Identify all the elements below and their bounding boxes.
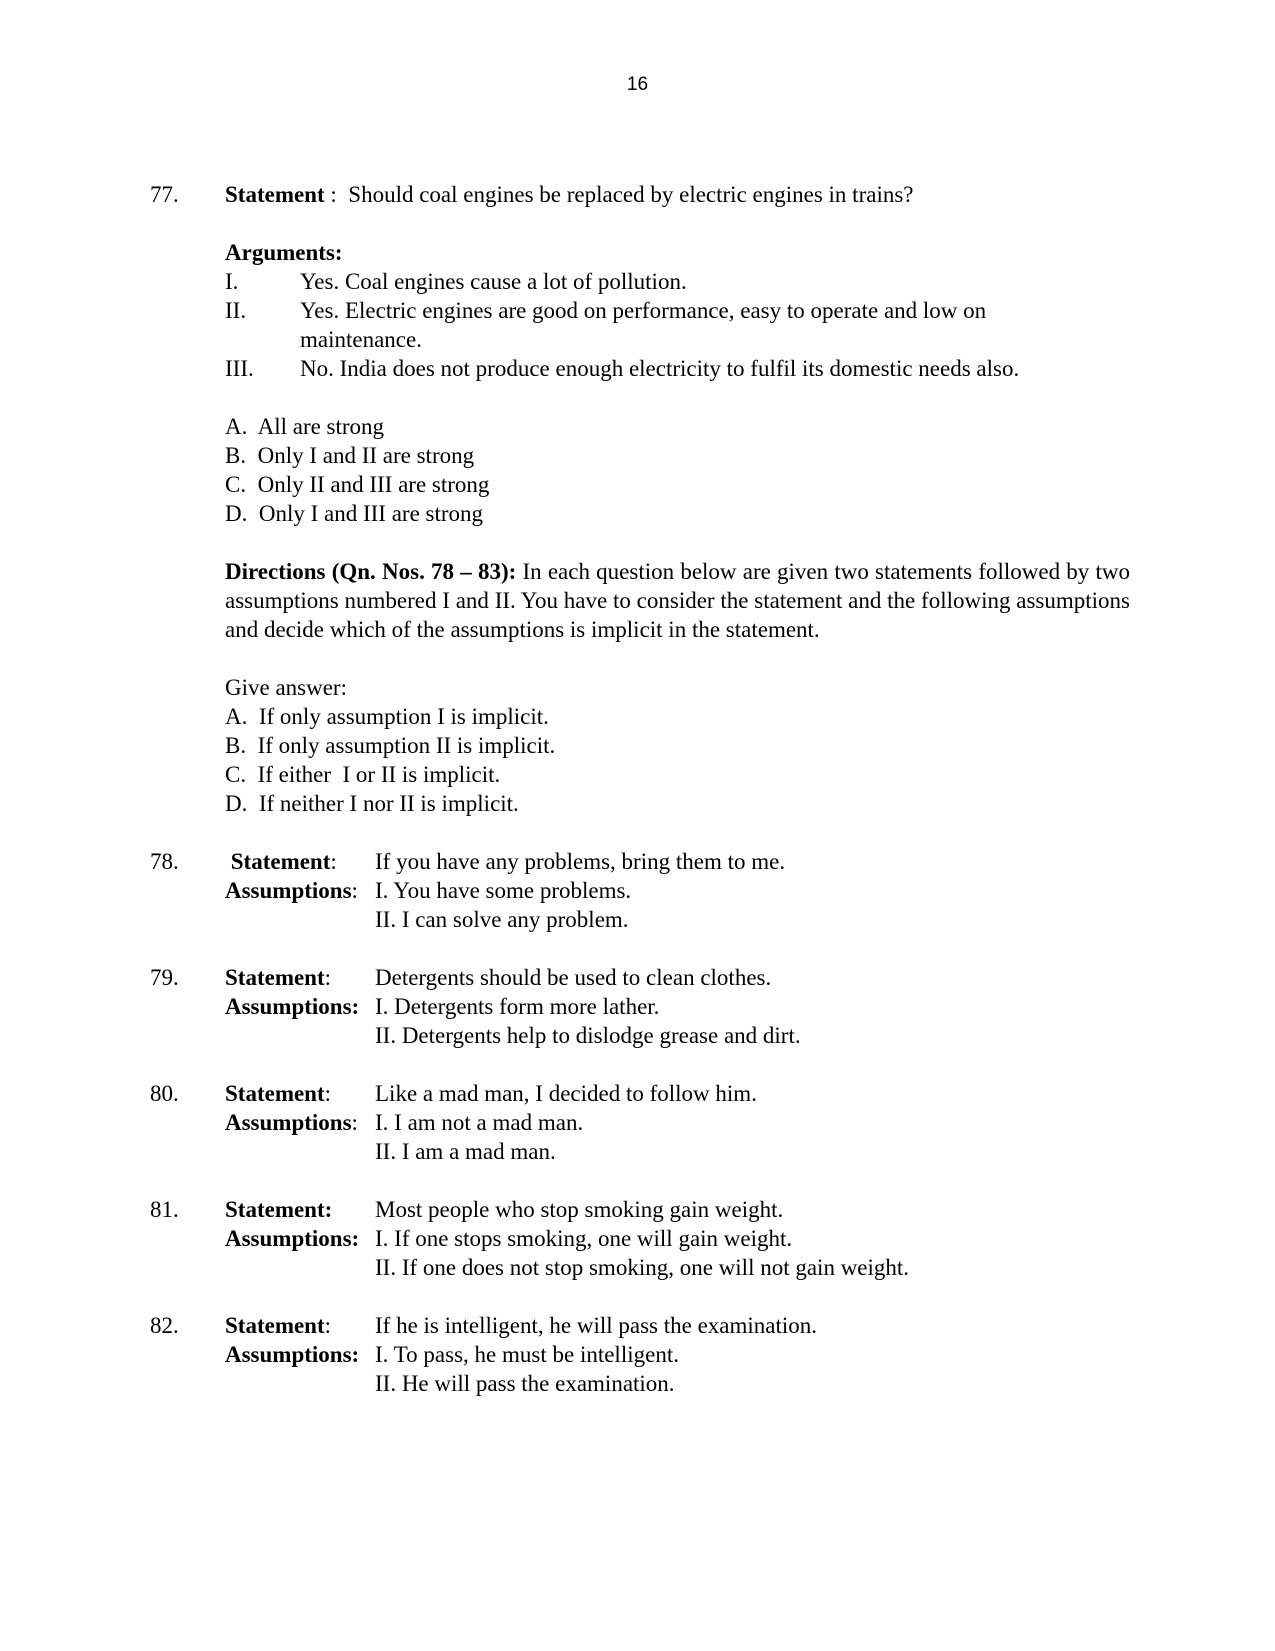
statement-label: Statement <box>225 965 325 990</box>
assumption-1: I. You have some problems. <box>375 878 632 903</box>
question-80 <box>150 1079 1130 1166</box>
argument-number: I. <box>225 269 239 294</box>
answer-key-option: D. If neither I nor II is implicit. <box>225 791 519 816</box>
statement-text: If you have any problems, bring them to me. <box>375 849 786 874</box>
answer-key-option: A. If only assumption I is implicit. <box>225 704 549 729</box>
argument-number: II. <box>225 298 247 323</box>
assumption-line <box>225 1253 1130 1282</box>
argument-item <box>225 296 1130 354</box>
assumptions-label: Assumptions: <box>225 1342 360 1367</box>
assumptions-label: Assumptions <box>225 1110 352 1135</box>
statement-line: Statement: If you have any problems, bring them to me. <box>225 847 1130 876</box>
answer-option: B. Only I and II are strong <box>225 443 475 468</box>
argument-number: III. <box>225 356 254 381</box>
assumption-line <box>225 1021 1130 1050</box>
statement-line <box>225 180 1130 209</box>
give-answer-label: Give answer: <box>225 675 347 700</box>
page-content <box>150 180 1130 1398</box>
arguments-list <box>225 267 1130 383</box>
assumption-2: II. If one does not stop smoking, one will not gain weight. <box>375 1255 910 1280</box>
assumption-2: II. I can solve any problem. <box>375 907 629 932</box>
question-78 <box>150 847 1130 934</box>
assumptions-label: Assumptions <box>225 878 352 903</box>
statement-text: : Should coal engines be replaced by electric engines in trains? <box>324 182 914 207</box>
statement-label: Statement <box>225 849 331 874</box>
argument-text: Yes. Coal engines cause a lot of pollution. <box>300 269 687 294</box>
assumptions-label: Assumptions: <box>225 994 360 1019</box>
assumption-line: Assumptions: I. You have some problems. <box>225 876 1130 905</box>
statement-label: Statement <box>225 1313 325 1338</box>
argument-text: Yes. Electric engines are good on performance, easy to operate and low on maintenance. <box>300 298 987 352</box>
argument-text: No. India does not produce enough electricity to fulfil its domestic needs also. <box>300 356 1020 381</box>
assumption-1: I. I am not a mad man. <box>375 1110 584 1135</box>
statement-text: Most people who stop smoking gain weight. <box>375 1197 784 1222</box>
question-81 <box>150 1195 1130 1282</box>
directions-label: Directions (Qn. Nos. 78 – 83): <box>225 559 517 584</box>
assumption-line <box>225 1137 1130 1166</box>
assumption-1: I. To pass, he must be intelligent. <box>375 1342 679 1367</box>
answer-options <box>225 412 1130 528</box>
question-number: 79. <box>150 965 179 990</box>
statement-line: Statement: Like a mad man, I decided to follow him. <box>225 1079 1130 1108</box>
assumption-1: I. If one stops smoking, one will gain weight. <box>375 1226 793 1251</box>
assumption-1: I. Detergents form more lather. <box>375 994 660 1019</box>
page-number: 16 <box>626 74 649 95</box>
question-77 <box>150 180 1130 818</box>
question-number: 81. <box>150 1197 179 1222</box>
statement-label: Statement <box>225 182 325 207</box>
statement-label: Statement <box>225 1081 325 1106</box>
statement-text: Like a mad man, I decided to follow him. <box>375 1081 757 1106</box>
statement-label: Statement: <box>225 1197 333 1222</box>
statement-line <box>225 1195 1130 1224</box>
argument-item <box>225 354 1130 383</box>
question-number: 82. <box>150 1313 179 1338</box>
assumption-line <box>225 1369 1130 1398</box>
assumption-line <box>225 905 1130 934</box>
directions-text: In each question below are given two statements followed by two assumptions numbered I and II. You have to consider the statement and the following assumptions and decide which of the assumptions is implicit in the statement. <box>225 559 1130 642</box>
argument-item <box>225 267 1130 296</box>
assumption-2: II. Detergents help to dislodge grease and dirt. <box>375 1023 801 1048</box>
statement-line: Statement: Detergents should be used to clean clothes. <box>225 963 1130 992</box>
question-number: 80. <box>150 1081 179 1106</box>
directions-paragraph <box>225 557 1130 644</box>
statement-text: Detergents should be used to clean clothes. <box>375 965 772 990</box>
answer-key-option: B. If only assumption II is implicit. <box>225 733 556 758</box>
arguments-label: Arguments: <box>225 240 343 265</box>
assumption-2: II. I am a mad man. <box>375 1139 556 1164</box>
assumptions-label: Assumptions: <box>225 1226 360 1251</box>
assumption-line <box>225 992 1130 1021</box>
assumption-2: II. He will pass the examination. <box>375 1371 675 1396</box>
answer-key-option: C. If either I or II is implicit. <box>225 762 501 787</box>
assumption-line <box>225 1224 1130 1253</box>
answer-key-options <box>225 702 1130 818</box>
question-number: 77. <box>150 182 179 207</box>
assumption-line: Assumptions: I. I am not a mad man. <box>225 1108 1130 1137</box>
question-79 <box>150 963 1130 1050</box>
assumption-line <box>225 1340 1130 1369</box>
statement-text: If he is intelligent, he will pass the examination. <box>375 1313 818 1338</box>
question-number: 78. <box>150 849 179 874</box>
question-82 <box>150 1311 1130 1398</box>
answer-option: C. Only II and III are strong <box>225 472 490 497</box>
answer-option: D. Only I and III are strong <box>225 501 484 526</box>
statement-line: Statement: If he is intelligent, he will pass the examination. <box>225 1311 1130 1340</box>
answer-option: A. All are strong <box>225 414 385 439</box>
